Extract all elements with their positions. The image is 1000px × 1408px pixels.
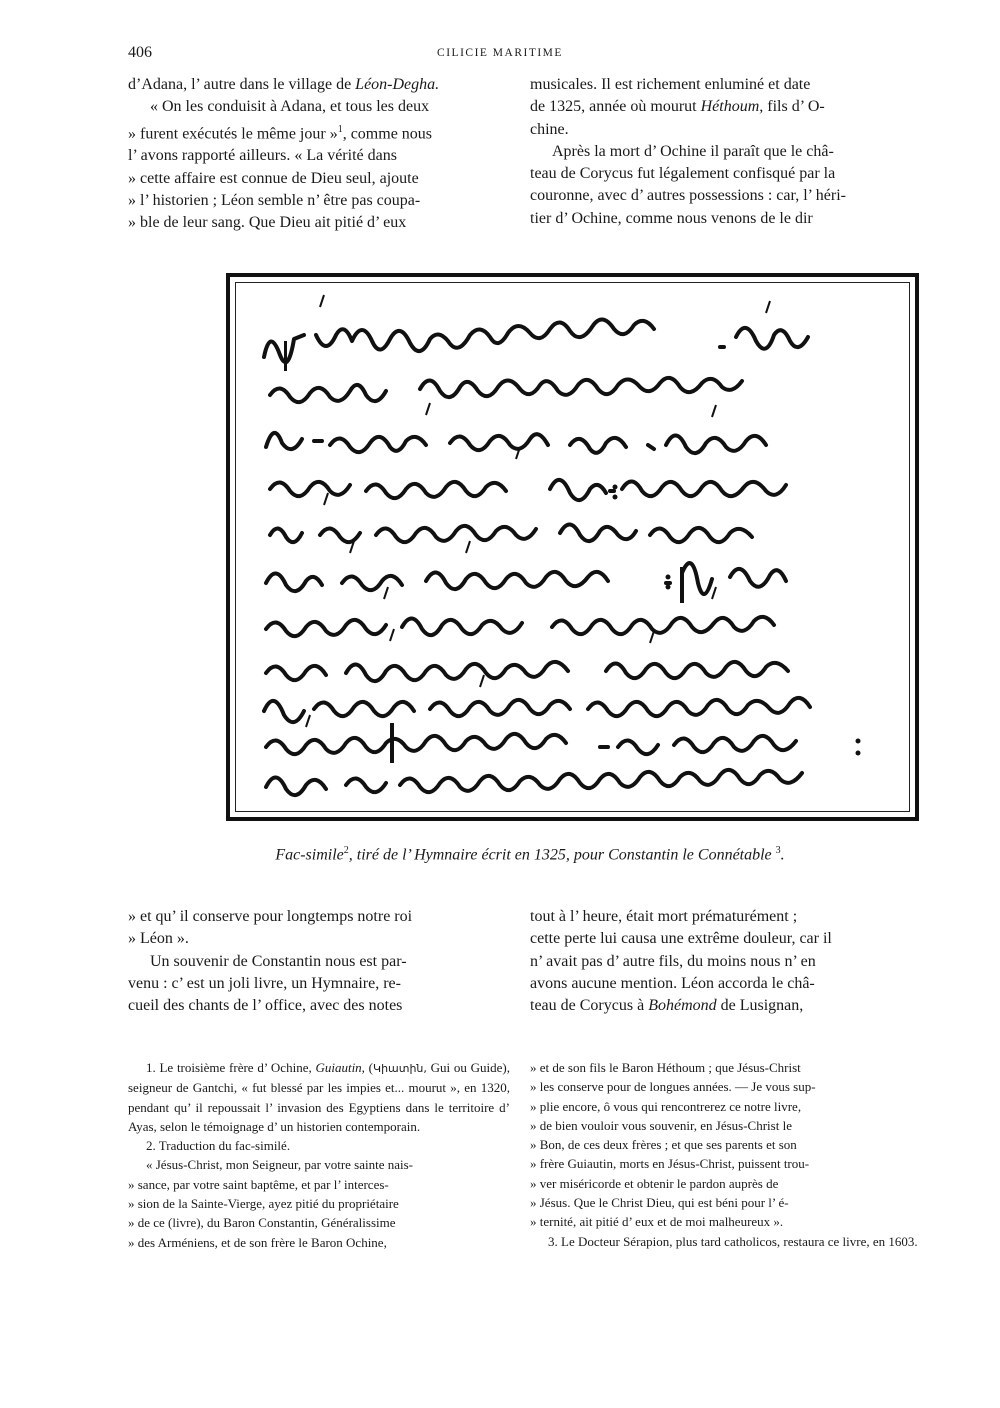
quote-line: » des Arméniens, et de son frère le Baron Ochine, bbox=[128, 1234, 387, 1250]
footnote-ref: 2 bbox=[343, 845, 349, 856]
text-line: » et qu’ il conserve pour longtemps notre roi bbox=[128, 908, 413, 925]
text-line: venu : c’ est un joli livre, un Hymnaire, re- bbox=[128, 974, 401, 992]
text-line: teau de Corycus fut légalement confisqué par la bbox=[530, 165, 836, 183]
text-line: » Léon ». bbox=[128, 930, 189, 948]
text-line: » l’ historien ; Léon semble n’ être pas coupa- bbox=[128, 191, 421, 209]
text-line: n’ avait pas d’ autre fils, du moins nous n’ en bbox=[530, 952, 816, 970]
top-right-column bbox=[530, 74, 920, 230]
text-line: de 1325, année où mourut Héthoum, fils d’ O- bbox=[530, 98, 825, 116]
facsimile-image bbox=[226, 273, 919, 821]
quote-line: » plie encore, ô vous qui rencontrerez ce notre livre, bbox=[530, 1098, 802, 1114]
armenian-manuscript-script bbox=[230, 277, 915, 817]
armenian-name: Կիատին, bbox=[373, 1062, 427, 1075]
figure-caption: Fac-simile$^2$, tiré de l’ Hymnaire écrit en 1325, pour Constantin le Connétable $^3$. bbox=[275, 845, 785, 864]
bottom-left-column bbox=[128, 906, 510, 1017]
top-left-column bbox=[128, 74, 510, 234]
text-line: « On les conduisit à Adana, et tous les deux bbox=[150, 98, 430, 116]
text-line: cette perte lui causa une extrême douleur, car il bbox=[530, 930, 832, 948]
text-line: chine. bbox=[530, 120, 569, 138]
quote-line: » ver miséricorde et obtenir le pardon auprès de bbox=[530, 1175, 779, 1191]
text-line: couronne, avec d’ autres possessions : car, l’ héri- bbox=[530, 187, 846, 205]
text-line: » cette affaire est connue de Dieu seul, ajoute bbox=[128, 169, 419, 187]
quote-line: » et de son fils le Baron Héthoum ; que Jésus-Christ bbox=[530, 1060, 801, 1075]
text-line: avons aucune mention. Léon accorda le châ- bbox=[530, 974, 815, 992]
footnote-3: 3. Le Docteur Sérapion, plus tard catholicos, restaura ce livre, en 1603. bbox=[548, 1233, 918, 1249]
quote-line: » Jésus. Que le Christ Dieu, qui est béni pour l’ é- bbox=[530, 1195, 789, 1211]
quote-line: » Bon, de ces deux frères ; et que ses parents et son bbox=[530, 1137, 797, 1153]
text-line: teau de Corycus à Bohémond de Lusignan, bbox=[530, 997, 804, 1015]
text-line: Un souvenir de Constantin nous est par- bbox=[150, 952, 407, 970]
footnote-1: 1. Le troisième frère d’ Ochine, Guiautin, (Կիատին, Gui ou Guide), seigneur de Gantchi, « fut blessé par les impies et... mourut », en 1320, pendant qu’ il repoussait l’ invasion des Egyptiens dans le territoire d’ Ayas, selon le témoignage d’ un historien contemporain. bbox=[128, 1060, 510, 1134]
footnotes-right bbox=[530, 1058, 920, 1251]
quote-line: » sion de la Sainte-Vierge, ayez pitié du propriétaire bbox=[128, 1196, 399, 1212]
running-head: CILICIE MARITIME bbox=[437, 47, 563, 59]
quote-line: » les conserve pour de longues années. — Je vous sup- bbox=[530, 1079, 816, 1095]
bottom-right-column bbox=[530, 906, 920, 1017]
footnote-ref: 1 bbox=[337, 123, 343, 135]
footnotes-left bbox=[128, 1058, 510, 1252]
quote-line: » frère Guiautin, morts en Jésus-Christ, puissent trou- bbox=[530, 1156, 810, 1172]
quote-line: » de bien vouloir vous souvenir, en Jésus-Christ le bbox=[530, 1117, 792, 1133]
text-line: tout à l’ heure, était mort prématurément ; bbox=[530, 908, 798, 925]
text-line: musicales. Il est richement enluminé et date bbox=[530, 76, 811, 93]
footnote-2: 2. Traduction du fac-similé. bbox=[146, 1138, 291, 1154]
text-line: » ble de leur sang. Que Dieu ait pitié d’ eux bbox=[128, 214, 407, 232]
text-line: » furent exécutés le même jour »$^1$, comme nous bbox=[128, 123, 433, 142]
text-line: tier d’ Ochine, comme nous venons de le dir bbox=[530, 209, 813, 227]
quote-line: » de ce (livre), du Baron Constantin, Généralissime bbox=[128, 1215, 396, 1231]
footnote-ref: 3 bbox=[775, 845, 781, 856]
quote-line: » ternité, ait pitié d’ eux et de moi malheureux ». bbox=[530, 1214, 784, 1230]
page-number: 406 bbox=[128, 44, 152, 61]
text-line: l’ avons rapporté ailleurs. « La vérité dans bbox=[128, 147, 397, 165]
quote-line: » sance, par votre saint baptême, et par l’ interces- bbox=[128, 1176, 389, 1192]
text-line: Après la mort d’ Ochine il paraît que le châ- bbox=[552, 142, 834, 160]
text-line: d’Adana, l’ autre dans le village de Léon-Degha. bbox=[128, 76, 440, 93]
text-line: cueil des chants de l’ office, avec des notes bbox=[128, 997, 403, 1015]
quote-line: « Jésus-Christ, mon Seigneur, par votre sainte nais- bbox=[146, 1157, 414, 1173]
